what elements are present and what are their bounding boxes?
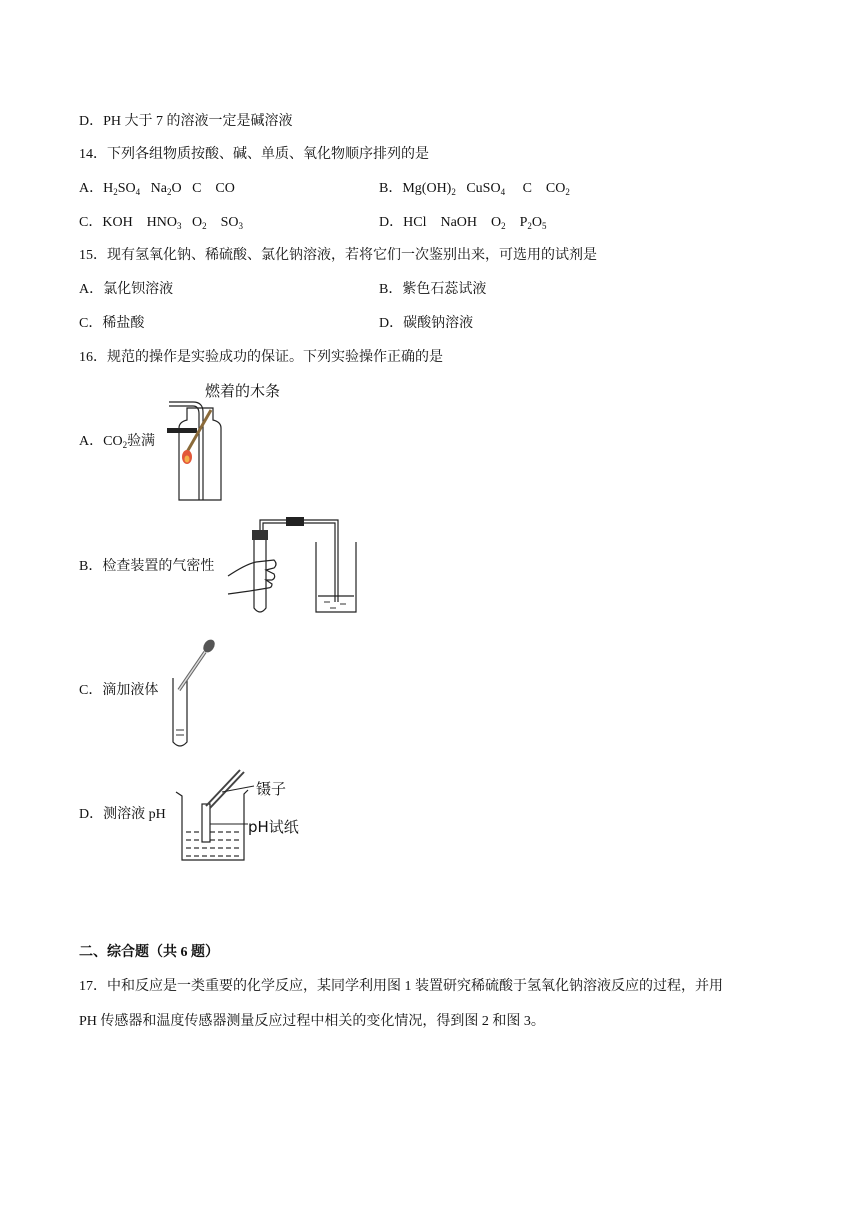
- dropper-figure: [165, 638, 221, 750]
- q15-stem: 15．现有氢氧化钠、稀硫酸、氯化钠溶液，若将它们一次鉴别出来，可选用的试剂是: [79, 248, 597, 263]
- q16-option-a: A．$CO_2$验满: [79, 434, 156, 450]
- fig-a-label: 燃着的木条: [205, 382, 281, 400]
- co2-bottle-figure: [165, 400, 235, 504]
- q17-line1: 17．中和反应是一类重要的化学反应，某同学利用图 1 装置研究稀硫酸于氢氧化钠溶液反应的过程，并用: [79, 979, 723, 994]
- q14-option-c: C．KOH $HNO_3$ $O_2$ $SO_3$: [79, 215, 244, 231]
- q13-option-d: D．PH 大于 7 的溶液一定是碱溶液: [79, 114, 293, 129]
- ph-test-figure: [170, 768, 250, 868]
- q14-option-d: D．HCl NaOH $O_2$ $P_2O_5$: [379, 215, 547, 231]
- q16-option-c: C．滴加液体: [79, 683, 159, 698]
- fig-d-label-paper: pH试纸: [248, 818, 299, 836]
- q15-option-c: C．稀盐酸: [79, 316, 145, 331]
- fig-d-label-tweezers: 镊子: [256, 780, 287, 798]
- q15-option-d: D．碳酸钠溶液: [379, 316, 474, 331]
- q16-stem: 16．规范的操作是实验成功的保证。下列实验操作正确的是: [79, 350, 443, 365]
- q15-option-a: A．氯化钡溶液: [79, 282, 174, 297]
- q15-option-b: B．紫色石蕊试液: [379, 282, 487, 297]
- q16-option-d: D．测溶液 pH: [79, 807, 166, 822]
- q14-stem: 14．下列各组物质按酸、碱、单质、氧化物顺序排列的是: [79, 147, 429, 162]
- q14-option-b: B．$Mg(OH)_2$ CuSO$_4$ C $CO_2$: [379, 181, 570, 197]
- airtightness-figure: [226, 512, 361, 616]
- q14-option-a: A．$H_2SO_4$ $Na_2O$ C CO: [79, 181, 235, 197]
- q16-option-b: B．检查装置的气密性: [79, 559, 215, 574]
- q17-line2: PH 传感器和温度传感器测量反应过程中相关的变化情况，得到图 2 和图 3。: [79, 1014, 545, 1029]
- section-title: 二、综合题（共 6 题）: [79, 945, 219, 960]
